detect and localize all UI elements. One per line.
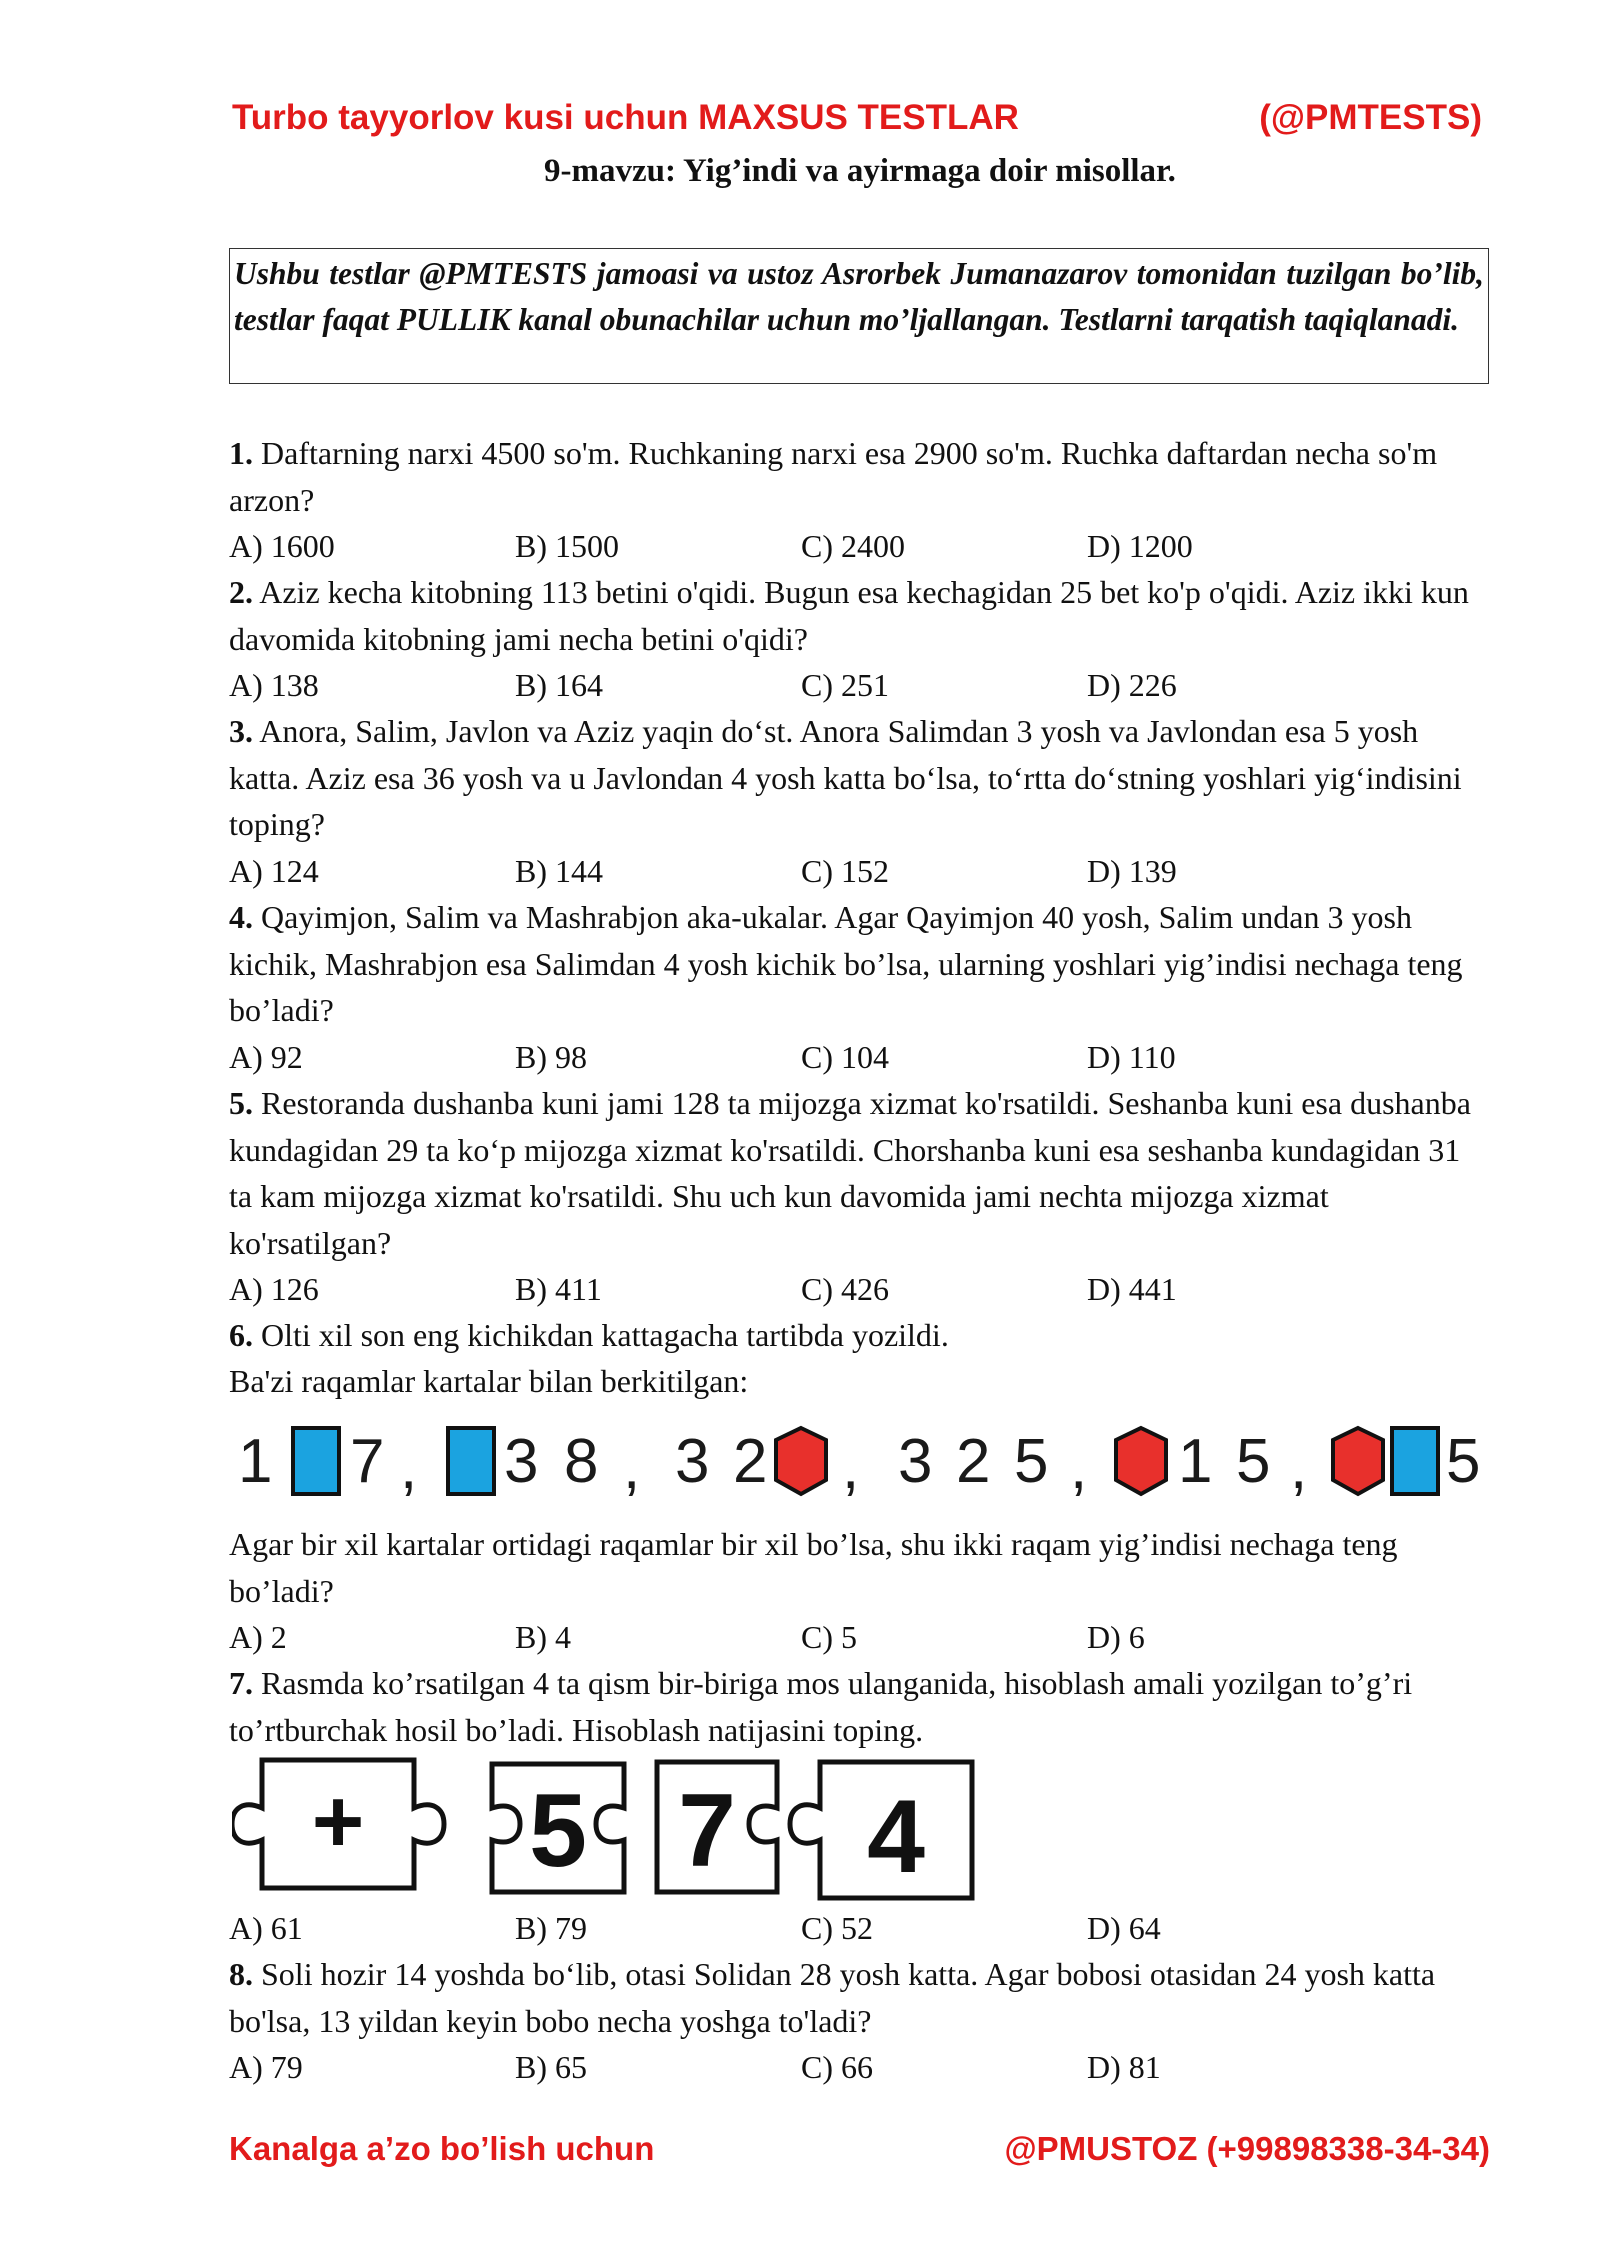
digit: 3 [675, 1427, 710, 1496]
digit: 2 [733, 1427, 768, 1496]
question-7 [229, 1660, 1491, 1753]
option-d: D) 6 [1087, 1619, 1145, 1655]
footer-contact: @PMUSTOZ (+99898338-34-34) [1004, 2130, 1490, 2167]
square-card-icon [448, 1428, 494, 1494]
separator-comma: , [1070, 1433, 1088, 1498]
digit: 1 [1178, 1427, 1213, 1496]
copyright-notice-text: Ushbu testlar @PMTESTS jamoasi va ustoz Asrorbek Jumanazarov tomonidan tuzilgan bo’lib, testlar faqat PULLIK kanal obunachilar uchun mo’ljallangan. Testlarni tarqatish taqiqlanadi. [234, 256, 1484, 337]
question-6-line-2: Ba'zi raqamlar kartalar bilan berkitilgan: [229, 1363, 749, 1399]
footer-subscribe-text: Kanalga a’zo bo’lish uchun [229, 2130, 655, 2167]
digit: 7 [350, 1427, 385, 1496]
question-number: 7. [229, 1665, 253, 1701]
question-8 [229, 1951, 1491, 2044]
digit: 5 [1446, 1427, 1481, 1496]
digit: 2 [956, 1427, 991, 1496]
separator-comma: , [400, 1433, 418, 1498]
question-8-options [229, 2044, 1491, 2090]
option-a: A) 61 [229, 1910, 303, 1946]
question-number: 1. [229, 435, 253, 471]
question-number: 2. [229, 574, 253, 610]
option-a: A) 92 [229, 1039, 303, 1075]
puzzle-pieces-figure [232, 1748, 1002, 1908]
option-a: A) 1600 [229, 528, 335, 564]
separator-comma: , [623, 1433, 641, 1498]
option-b: B) 4 [515, 1619, 571, 1655]
question-6-prompt: Agar bir xil kartalar ortidagi raqamlar bir xil bo’lsa, shu ikki raqam yig’indisi nechaga teng bo’ladi? [229, 1526, 1398, 1609]
question-7-options [229, 1905, 1491, 1951]
question-number: 8. [229, 1956, 253, 1992]
option-d: D) 110 [1087, 1039, 1176, 1075]
question-2-options [229, 662, 1491, 708]
hexagon-card-icon [1333, 1428, 1383, 1494]
question-text: Olti xil son eng kichikdan kattagacha tartibda yozildi. [261, 1317, 949, 1353]
question-text: Rasmda ko’rsatilgan 4 ta qism bir-biriga mos ulanganida, hisoblash amali yozilgan to’g’ri to’rtburchak hosil bo’ladi. Hisoblash natijasini toping. [229, 1665, 1413, 1748]
question-number: 3. [229, 713, 253, 749]
question-number: 6. [229, 1317, 253, 1353]
question-1-options [229, 523, 1491, 569]
question-1 [229, 430, 1491, 523]
option-a: A) 2 [229, 1619, 287, 1655]
option-d: D) 81 [1087, 2049, 1161, 2085]
question-6 [229, 1312, 1491, 1359]
option-c: C) 2400 [801, 528, 905, 564]
puzzle-symbol: 7 [678, 1773, 736, 1889]
puzzle-piece-4 [790, 1762, 972, 1898]
question-number: 5. [229, 1085, 253, 1121]
question-4-options [229, 1034, 1491, 1080]
option-c: C) 426 [801, 1271, 889, 1307]
puzzle-symbol: 4 [867, 1779, 925, 1895]
option-c: C) 5 [801, 1619, 857, 1655]
option-b: B) 98 [515, 1039, 587, 1075]
option-c: C) 66 [801, 2049, 873, 2085]
option-d: D) 226 [1087, 667, 1177, 703]
page-title: Turbo tayyorlov kusi uchun MAXSUS TESTLAR [232, 98, 1019, 137]
option-b: B) 411 [515, 1271, 602, 1307]
question-3 [229, 708, 1491, 848]
option-c: C) 52 [801, 1910, 873, 1946]
question-number: 4. [229, 899, 253, 935]
option-a: A) 124 [229, 853, 319, 889]
digit: 5 [1014, 1427, 1049, 1496]
puzzle-piece-plus [232, 1760, 444, 1888]
question-text: Anora, Salim, Javlon va Aziz yaqin do‘st. Anora Salimdan 3 yosh va Javlondan esa 5 yosh katta. Aziz esa 36 yosh va u Javlondan 4 yosh katta bo‘lsa, to‘rtta do‘stning yoshlari yig‘indisini toping? [229, 713, 1462, 842]
question-text: Restoranda dushanba kuni jami 128 ta mijozga xizmat ko'rsatildi. Seshanba kuni esa dushanba kundagidan 29 ta ko‘p mijozga xizmat ko'rsatildi. Chorshanba kuni esa seshanba kundagidan 31 ta kam mijozga xizmat ko'rsatildi. Shu uch kun davomida jami nechta mijozga xizmat ko'rsatilgan? [229, 1085, 1471, 1261]
hexagon-card-icon [1116, 1428, 1166, 1494]
option-b: B) 1500 [515, 528, 619, 564]
question-text: Soli hozir 14 yoshda bo‘lib, otasi Solidan 28 yosh katta. Agar bobosi otasidan 24 yosh katta bo'lsa, 13 yildan keyin bobo necha yoshga to'ladi? [229, 1956, 1436, 2039]
square-card-icon [1392, 1428, 1438, 1494]
digit: 3 [898, 1427, 933, 1496]
option-c: C) 104 [801, 1039, 889, 1075]
puzzle-symbol: 5 [529, 1773, 587, 1889]
option-c: C) 152 [801, 853, 889, 889]
option-c: C) 251 [801, 667, 889, 703]
question-4 [229, 894, 1491, 1034]
puzzle-piece-7 [657, 1762, 777, 1892]
option-b: B) 79 [515, 1910, 587, 1946]
option-d: D) 139 [1087, 853, 1177, 889]
square-card-icon [293, 1428, 339, 1494]
separator-comma: , [842, 1433, 860, 1498]
option-d: D) 1200 [1087, 528, 1193, 564]
option-a: A) 138 [229, 667, 319, 703]
hexagon-card-icon [776, 1428, 826, 1494]
option-a: A) 79 [229, 2049, 303, 2085]
question-text: Qayimjon, Salim va Mashrabjon aka-ukalar. Agar Qayimjon 40 yosh, Salim undan 3 yosh kichik, Mashrabjon esa Salimdan 4 yosh kichik bo’lsa, ularning yoshlari yig’indisi nechaga teng bo’ladi? [229, 899, 1463, 1028]
question-6-options [229, 1614, 1491, 1660]
digit: 8 [564, 1427, 599, 1496]
channel-handle: (@PMTESTS) [1259, 98, 1482, 137]
topic-subtitle: 9-mavzu: Yig’indi va ayirmaga doir misollar. [544, 153, 1176, 189]
digit: 3 [504, 1427, 539, 1496]
option-d: D) 64 [1087, 1910, 1161, 1946]
question-2 [229, 569, 1491, 662]
option-d: D) 441 [1087, 1271, 1177, 1307]
option-b: B) 65 [515, 2049, 587, 2085]
question-5 [229, 1080, 1491, 1266]
question-3-options [229, 848, 1491, 894]
puzzle-symbol: + [311, 1772, 365, 1872]
option-b: B) 144 [515, 853, 603, 889]
digit: 5 [1236, 1427, 1271, 1496]
puzzle-piece-5 [492, 1764, 624, 1892]
question-5-options [229, 1266, 1491, 1312]
digit: 1 [238, 1427, 273, 1496]
option-b: B) 164 [515, 667, 603, 703]
copyright-notice-box [229, 248, 1489, 384]
question-text: Aziz kecha kitobning 113 betini o'qidi. Bugun esa kechagidan 25 bet ko'p o'qidi. Aziz ikki kun davomida kitobning jami necha betini o'qidi? [229, 574, 1469, 657]
hidden-digits-sequence [238, 1418, 1498, 1498]
separator-comma: , [1290, 1433, 1308, 1498]
option-a: A) 126 [229, 1271, 319, 1307]
question-text: Daftarning narxi 4500 so'm. Ruchkaning narxi esa 2900 so'm. Ruchka daftardan necha so'm arzon? [229, 435, 1438, 518]
